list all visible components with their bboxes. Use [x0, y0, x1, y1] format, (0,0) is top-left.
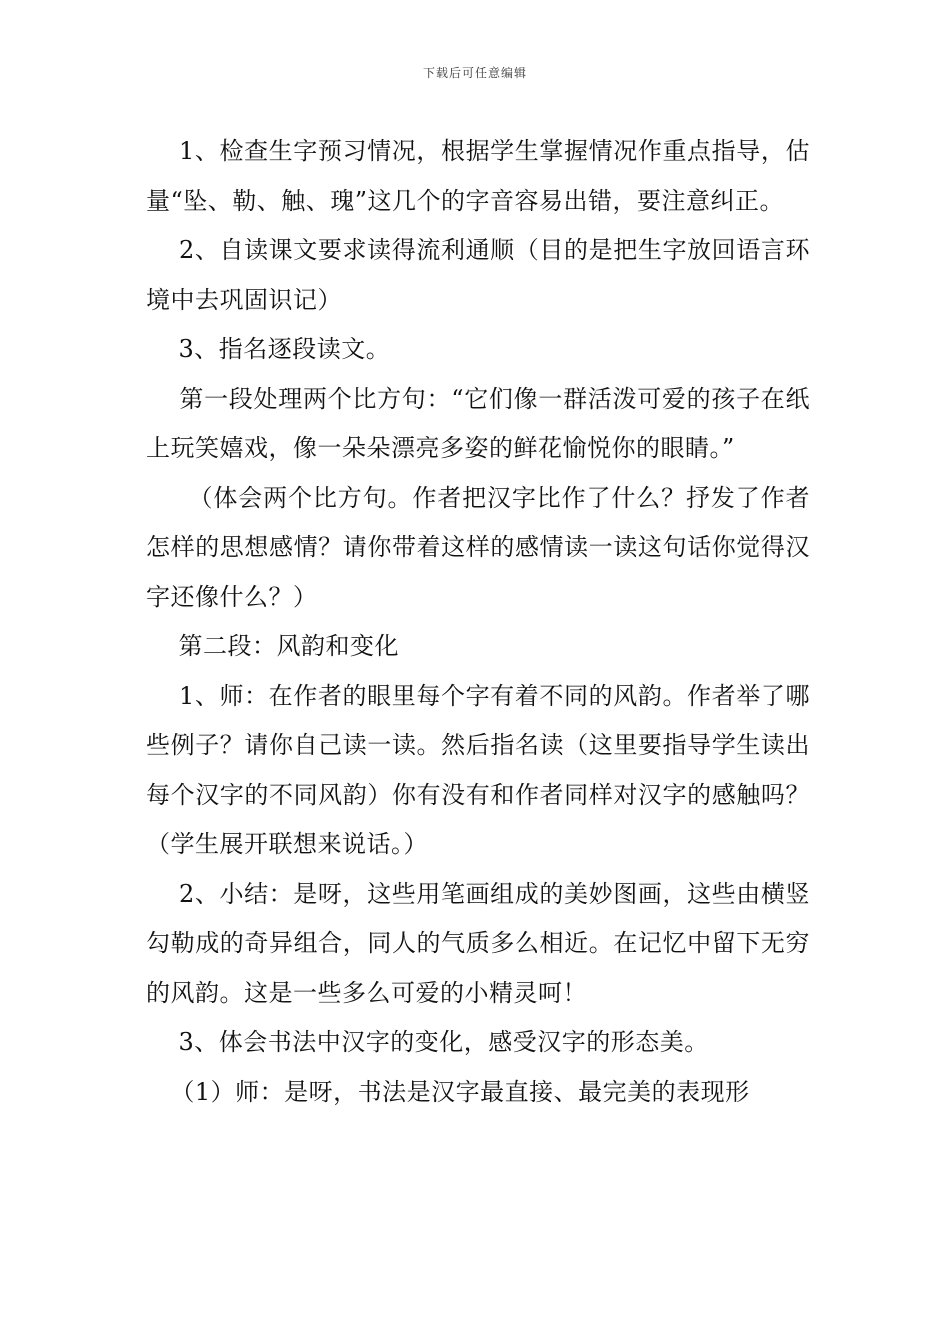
paragraph-1: 1、检查生字预习情况，根据学生掌握情况作重点指导，估量“坠、勒、触、瑰”这几个的字音容易出错，要注意纠正。: [146, 137, 810, 215]
paragraph-2: 2、自读课文要求读得流利通顺（目的是把生字放回语言环境中去巩固识记）: [146, 236, 810, 314]
paragraph-9: 3、体会书法中汉字的变化，感受汉字的形态美。: [146, 1028, 709, 1056]
document-body: [146, 127, 810, 1117]
page-header: 下载后可任意编辑: [422, 66, 527, 80]
paragraph-6: 第二段：风韵和变化: [146, 632, 400, 660]
paragraph-7: 1、师：在作者的眼里每个字有着不同的风韵。作者举了哪些例子？请你自己读一读。然后指名读（这里要指导学生读出每个汉字的不同风韵）你有没有和作者同样对汉字的感触吗？（学生展开联想来说话。）: [146, 681, 810, 858]
paragraph-8: 2、小结：是呀，这些用笔画组成的美妙图画，这些由横竖勾勒成的奇异组合，同人的气质多么相近。在记忆中留下无穷的风韵。这是一些多么可爱的小精灵呵！: [146, 879, 810, 1007]
paragraph-5: （体会两个比方句。作者把汉字比作了什么？抒发了作者怎样的思想感情？请你带着这样的感情读一读这句话你觉得汉字还像什么？）: [146, 483, 810, 611]
paragraph-10: （1）师：是呀，书法是汉字最直接、最完美的表现形: [146, 1077, 750, 1106]
paragraph-3: 3、指名逐段读文。: [146, 335, 391, 363]
paragraph-4: 第一段处理两个比方句：“它们像一群活泼可爱的孩子在纸上玩笑嬉戏，像一朵朵漂亮多姿的鲜花愉悦你的眼睛。”: [146, 384, 810, 462]
